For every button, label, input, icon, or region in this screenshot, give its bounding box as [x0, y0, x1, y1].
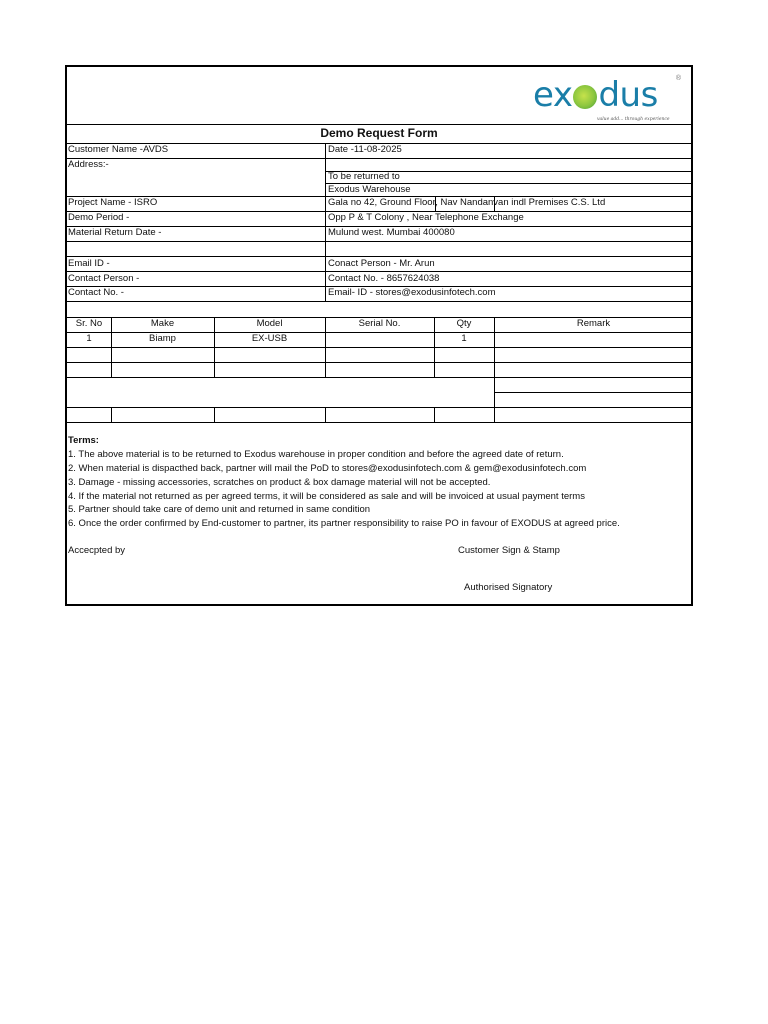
- terms-heading: Terms:: [68, 435, 99, 446]
- project-name: Project Name - ISRO: [68, 197, 158, 208]
- demo-request-form-sheet: [65, 65, 693, 606]
- divider: [67, 241, 691, 242]
- table-border: [67, 377, 691, 378]
- form-title: Demo Request Form: [320, 126, 438, 140]
- table-header-model: Model: [256, 318, 283, 329]
- table-col-line: [111, 407, 112, 422]
- logo-tagline: value add... through experience: [597, 117, 670, 122]
- logo-registered-mark: ®: [675, 75, 681, 82]
- table-col-line: [494, 317, 495, 422]
- terms-line: 5. Partner should take care of demo unit and returned in same condition: [68, 504, 371, 515]
- terms-line: 4. If the material not returned as per agreed terms, it will be considered as sale and will be invoiced at usual payment terms: [68, 491, 585, 502]
- material-return-date: Material Return Date -: [68, 227, 162, 238]
- warehouse-contact-no: Contact No. - 8657624038: [328, 273, 440, 284]
- divider: [67, 158, 691, 159]
- logo-o-icon: [573, 85, 597, 109]
- terms-line: 6. Once the order confirmed by End-customer to partner, its partner responsibility to raise PO in favour of EXODUS at agreed price.: [68, 518, 620, 529]
- address-label: Address:-: [68, 159, 109, 170]
- warehouse-address-line3: Mulund west. Mumbai 400080: [328, 227, 455, 238]
- table-header-make: Make: [150, 318, 175, 329]
- warehouse-name: Exodus Warehouse: [328, 184, 411, 195]
- authorised-signatory-label: Authorised Signatory: [464, 582, 553, 593]
- table-border: [494, 392, 691, 393]
- divider: [67, 256, 691, 257]
- cell-make: Biamp: [149, 333, 176, 344]
- table-border: [67, 422, 691, 423]
- customer-sign-label: Customer Sign & Stamp: [458, 545, 560, 556]
- date: Date -11-08-2025: [328, 144, 402, 155]
- table-header-sr-no: Sr. No: [75, 318, 103, 329]
- contact-no: Contact No. -: [68, 287, 124, 298]
- table-header-qty: Qty: [456, 318, 472, 329]
- divider: [67, 271, 691, 272]
- divider: [67, 301, 691, 302]
- terms-line: 3. Damage - missing accessories, scratches on product & box damage material will not be accepted.: [68, 477, 491, 488]
- terms-line: 2. When material is dispacthed back, partner will mail the PoD to stores@exodusinfotech.com & gem@exodusinfotech.com: [68, 463, 587, 474]
- table-header-remark: Remark: [576, 318, 611, 329]
- accepted-by-label: Accecpted by: [68, 545, 126, 556]
- table-col-line: [214, 407, 215, 422]
- cell-qty: 1: [461, 333, 467, 344]
- terms-line: 1. The above material is to be returned to Exodus warehouse in proper condition and before the agreed date of return.: [68, 449, 564, 460]
- warehouse-email: Email- ID - stores@exodusinfotech.com: [328, 287, 496, 298]
- table-border: [67, 362, 691, 363]
- exodus-logo: [533, 75, 683, 125]
- column-divider: [325, 143, 326, 301]
- contact-person: Contact Person -: [68, 273, 140, 284]
- cell-model: EX-USB: [251, 333, 288, 344]
- demo-period: Demo Period -: [68, 212, 130, 223]
- table-col-line: [434, 407, 435, 422]
- table-border: [67, 347, 691, 348]
- table-col-line: [325, 407, 326, 422]
- cell-sr-no: 1: [86, 333, 92, 344]
- logo-wordmark: ex dus: [533, 75, 658, 115]
- table-header-serial-no: Serial No.: [358, 318, 401, 329]
- table-border: [67, 407, 691, 408]
- warehouse-contact-person: Conact Person - Mr. Arun: [328, 258, 435, 269]
- warehouse-address-line2: Opp P & T Colony , Near Telephone Exchange: [328, 212, 524, 223]
- return-to: To be returned to: [328, 171, 400, 182]
- customer-name: Customer Name -AVDS: [68, 144, 169, 155]
- email-id: Email ID -: [68, 258, 110, 269]
- warehouse-address-line1: Gala no 42, Ground Floor, Nav Nandanvan indl Premises C.S. Ltd: [328, 197, 606, 208]
